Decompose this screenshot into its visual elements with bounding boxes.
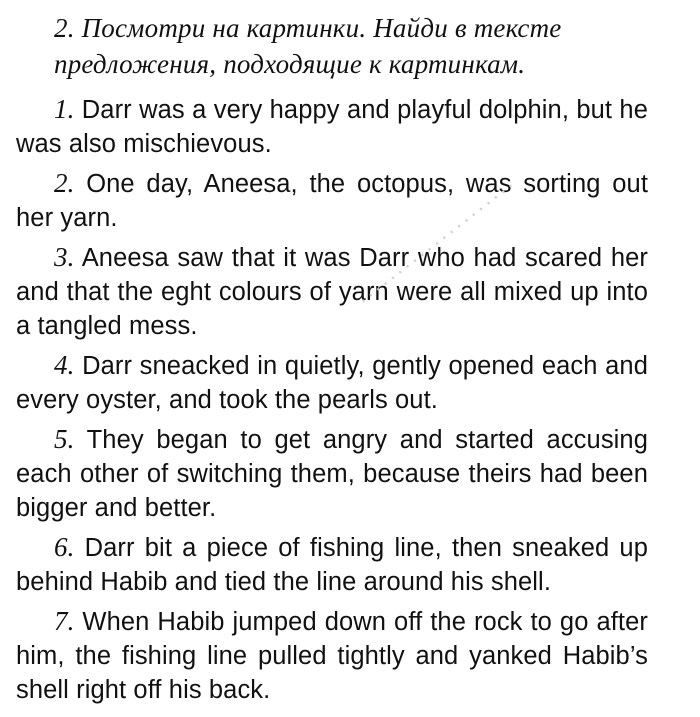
sentence-1 (16, 92, 648, 161)
sentence-number: 6. (54, 532, 75, 562)
sentence-number: 2. (54, 168, 75, 198)
sentence-number: 7. (54, 606, 75, 636)
sentence-7 (16, 604, 648, 707)
sentence-5 (16, 422, 648, 525)
task-line-2: предложения, подходящие к картинкам. (54, 49, 526, 79)
sentence-2 (16, 166, 648, 235)
watermark: ····················· (352, 171, 522, 312)
sentence-text: Darr was a very happy and playful dolphin, but he was also mischievous. (16, 96, 648, 158)
task-line-1: 2. Посмотри на картинки. Найди в тексте (54, 13, 562, 43)
sentence-3 (16, 240, 648, 343)
sentence-list (16, 92, 648, 712)
sentence-number: 1. (54, 94, 75, 124)
sentence-number: 4. (54, 350, 75, 380)
sentence-text: They began to get angry and started accusing each other of switching them, because theirs had been bigger and better. (16, 426, 648, 522)
sentence-text: One day, Aneesa, the octopus, was sorting out her yarn. (16, 170, 648, 232)
sentence-number: 3. (54, 242, 75, 272)
sentence-6 (16, 530, 648, 599)
sentence-text: When Habib jumped down off the rock to go after him, the fishing line pulled tightly and yanked Habib’s shell right off his back. (16, 608, 648, 704)
sentence-number: 5. (54, 424, 75, 454)
sentence-text: Aneesa saw that it was Darr who had scared her and that the eght colours of yarn were all mixed up into a tangled mess. (16, 244, 648, 340)
sentence-text: Darr bit a piece of fishing line, then sneaked up behind Habib and tied the line around his shell. (16, 534, 648, 596)
sentence-text: Darr sneacked in quietly, gently opened each and every oyster, and took the pearls out. (16, 352, 648, 414)
sentence-4 (16, 348, 648, 417)
task-instruction (54, 10, 654, 82)
